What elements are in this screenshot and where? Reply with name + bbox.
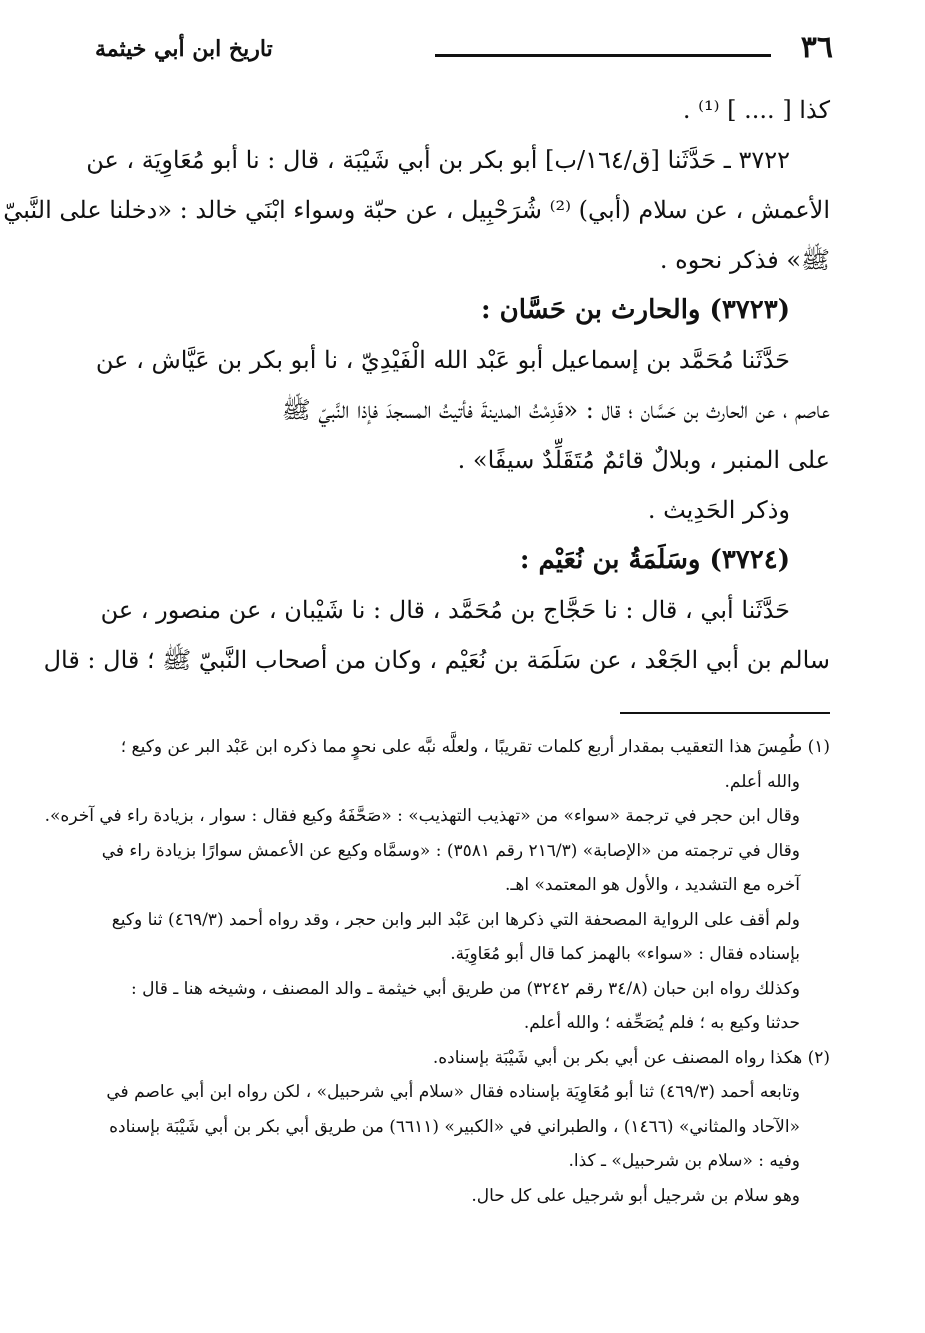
footnote-line: (١) طُمِسَ هذا التعقيب بمقدار أربع كلمات تقريبًا ، ولعلَّه نبَّه على نحوٍ مما ذكره ابن عَبْد البر عن وكيع ؛	[120, 737, 830, 757]
text-line: على المنبر ، وبلالٌ قائمٌ مُتَقَلِّدٌ سيفًا» .	[457, 446, 830, 474]
footnote-line: وفيه : «سلام بن شرحبيل» ـ كذا.	[568, 1151, 800, 1171]
footnote-line: وتابعه أحمد (٤٦٩/٣) ثنا أبو مُعَاوِيَة بإسناده فقال «سلام أبي شرحبيل» ، لكن رواه ابن أبي عاصم في	[106, 1082, 800, 1102]
footnote-line: بإسناده فقال : «سواء» بالهمز كما قال أبو مُعَاوِيَة.	[450, 944, 800, 964]
footnote-line: وقال في ترجمته من «الإصابة» (٢١٦/٣ رقم ٣٥٨١) : «وسمَّاه وكيع عن الأعمش سوارًا بزيادة راء في	[101, 840, 800, 861]
text-line: كذا [ .... ] ⁽¹⁾ .	[682, 96, 830, 124]
section-heading-3723: (٣٧٢٣) والحارث بن حَسَّان :	[480, 295, 790, 325]
hadith-3722-line: ٣٧٢٢ ـ حَدَّثَنا [ق/١٦٤/ب] أبو بكر بن أبي شَيْبَة ، قال : نا أبو مُعَاوِيَة ، عن	[86, 146, 790, 174]
text-line: ﷺ» فذكر نحوه .	[659, 246, 830, 274]
footnote-line: «الآحاد والمثاني» (١٤٦٦) ، والطبراني في «الكبير» (٦٦١١) من طريق أبي بكر بن أبي شَيْبَة بإسناده	[109, 1116, 800, 1137]
footnote-line: وكذلك رواه ابن حبان (٣٤/٨ رقم ٣٢٤٢) من طريق أبي خيثمة ـ والد المصنف ، وشيخه هنا ـ قال :	[131, 978, 800, 999]
footnote-line: (٢) هكذا رواه المصنف عن أبي بكر بن أبي شَيْبَة بإسناده.	[432, 1047, 830, 1068]
footnote-line: وقال ابن حجر في ترجمة «سواء» من «تهذيب التهذيب» : «صَحَّفَهُ وكيع فقال : سوار ، بزيادة راء في آخره».	[44, 806, 800, 826]
footnote-line: ولم أقف على الرواية المصحفة التي ذكرها ابن عَبْد البر وابن حجر ، وقد رواه أحمد (٤٦٩/٣) ثنا وكيع	[111, 909, 800, 930]
footnote-line: والله أعلم.	[724, 771, 800, 792]
text-line: حَدَّثَنا مُحَمَّد بن إسماعيل أبو عَبْد الله الْفَيْدِيّ ، نا أبو بكر بن عَيَّاش ، عن	[95, 346, 790, 374]
text-line: حَدَّثَنا أبي ، قال : نا حَجَّاج بن مُحَمَّد ، قال : نا شَيْبان ، عن منصور ، عن	[100, 596, 790, 624]
footnote-divider	[620, 712, 830, 714]
text-line: وذكر الحَدِيث .	[647, 496, 790, 524]
main-text	[3, 85, 830, 685]
header-rule	[435, 54, 771, 57]
text-line: سالم بن أبي الجَعْد ، عن سَلَمَة بن نُعَيْم ، وكان من أصحاب النَّبيّ ﷺ ؛ قال : قال	[43, 646, 830, 674]
text-line: الأعمش ، عن سلام (أبي) ⁽²⁾ شُرَحْبِيل ، عن حبّة وسواء ابْنَي خالد : «دخلنا على النَّبيّ	[3, 196, 830, 224]
section-heading-3724: (٣٧٢٤) وسَلَمَةُ بن نُعَيْم :	[519, 545, 790, 575]
page-header	[95, 28, 833, 72]
book-title: تاريخ ابن أبي خيثمة	[95, 36, 273, 62]
text-line: عاصم ، عن الحارث بن حَسَّان ؛ قال : «قَدِمْتُ المدينةَ فأتيتُ المسجدَ فإذا النَّبيّ ﷺ	[281, 396, 830, 424]
footnote-line: آخره مع التشديد ، والأول هو المعتمد» اهـ.	[505, 875, 800, 895]
footnote-line: حدثنا وكيع به ؛ فلم يُصَحِّفه ؛ والله أعلم.	[523, 1013, 800, 1033]
page-number: ٣٦	[800, 30, 833, 65]
footnotes	[44, 730, 830, 1213]
footnote-line: وهو سلام بن شرجيل أبو شرجيل على كل حال.	[471, 1185, 800, 1206]
